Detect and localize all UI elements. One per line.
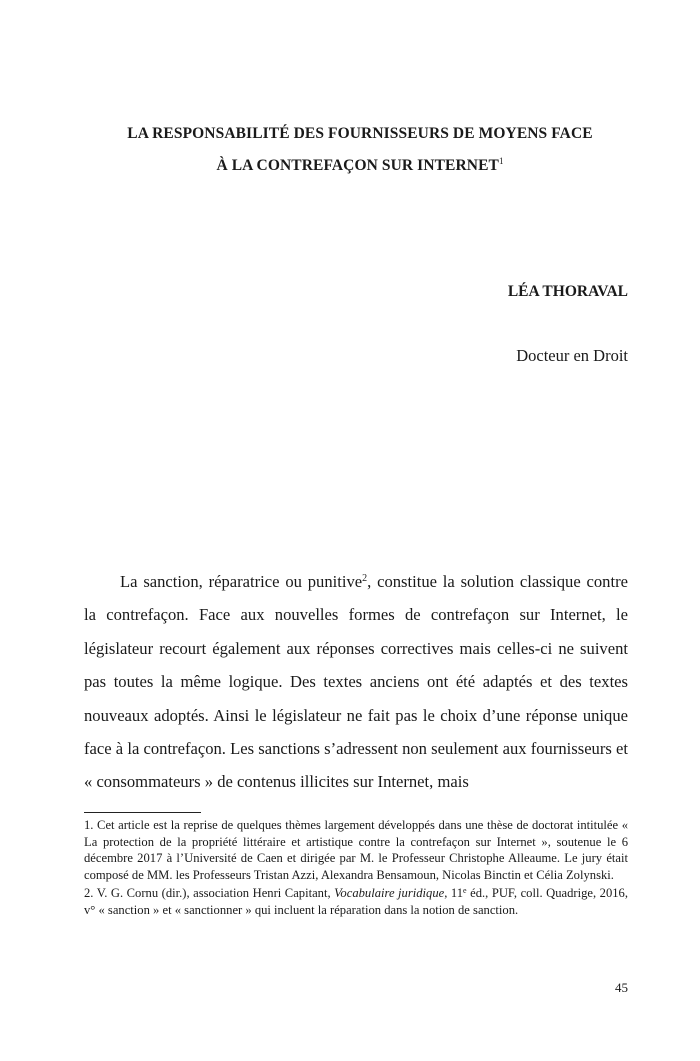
title-footnote-ref: 1 (498, 156, 504, 166)
author-role: Docteur en Droit (516, 346, 628, 365)
footnote-2 (84, 885, 628, 918)
title-line-2-text: À LA CONTREFAÇON SUR INTERNET (216, 157, 499, 174)
article-title (80, 118, 640, 182)
footnote-2-title: Vocabulaire juridique (334, 886, 445, 901)
title-line-1: LA RESPONSABILITÉ DES FOURNISSEURS DE MOYENS FACE (127, 125, 593, 142)
footnote-separator (84, 812, 201, 813)
body-text-part2: , constitue la solution classique contre la contrefaçon. Face aux nouvelles formes de contrefaçon sur Internet, le législateur recourt également aux réponses correctives mais celles-ci ne suivent pas toutes la même logique. Des textes anciens ont été adaptés et des textes nouveaux adoptés. Ainsi le législateur ne fait pas le choix d’une réponse unique face à la contrefaçon. Les sanctions s’adressent non seulement aux fournisseurs et « consommateurs » de contenus illicites sur Internet, mais (84, 572, 628, 792)
body-text-part1: La sanction, réparatrice ou punitive (120, 572, 363, 591)
footnote-2-part3: éd., PUF, coll. Quadrige, 2016, v° « sanction » et « sanctionner » qui incluent la réparation dans la notion de sanction. (84, 886, 628, 917)
footnote-2-part2: , 11 (444, 886, 464, 901)
body-paragraph (84, 565, 628, 799)
page-number: 45 (615, 980, 628, 995)
footnote-1: 1. Cet article est la reprise de quelques thèmes largement développés dans une thèse de doctorat intitulée « La protection de la propriété littéraire et artistique contre la contrefaçon sur Internet », soutenue le 6 décembre 2017 à l’Université de Caen et dirigée par M. le Professeur Christophe Alleaume. Le jury était composé de MM. les Professeurs Tristan Azzi, Alexandra Bensamoun, Nicolas Binctin et Célia Zolynski. (84, 818, 628, 882)
footnote-2-sup: e (463, 886, 467, 896)
footnotes (84, 817, 628, 921)
footnote-2-part1: 2. V. G. Cornu (dir.), association Henri Capitant, (84, 886, 335, 901)
author-name: LÉA THORAVAL (507, 283, 628, 300)
title-line-2 (80, 150, 640, 182)
body-footnote-ref: 2 (362, 573, 368, 584)
